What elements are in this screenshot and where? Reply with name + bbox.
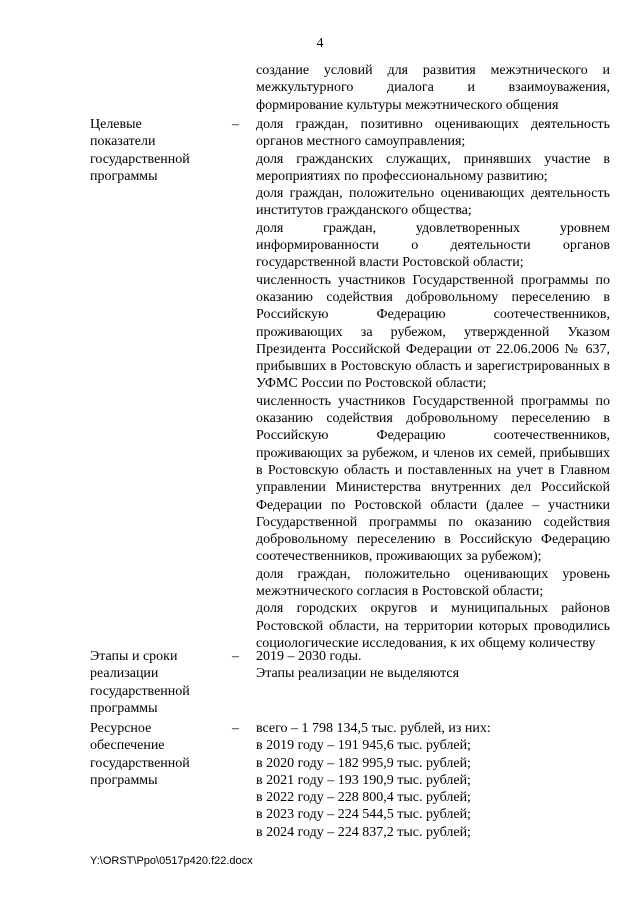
- section-label: Целевые показатели государственной программы: [90, 117, 190, 184]
- section-dash: –: [232, 649, 239, 664]
- top-content-paragraph: создание условий для развития межэтнического и межкультурного диалога и взаимоуважения, формирование культуры межэтнического общения: [256, 63, 610, 113]
- section-dash: –: [232, 117, 239, 132]
- list-item: численность участников Государственной программы по оказанию содействия добровольному переселению в Российскую Федерацию соотечественников, проживающих за рубежом, утвержденной Указом Президента Российской Федерации от 22.06.2006 № 637, прибывших в Ростовскую область и зарегистрированных в УФМС России по Ростовской области;: [256, 272, 610, 392]
- list-item: доля гражданских служащих, принявших участие в мероприятиях по профессиональному развитию;: [256, 151, 610, 184]
- list-item: доля городских округов и муниципальных районов Ростовской области, на территории которых проводились социологические исследования, к их общему количеству: [256, 601, 610, 651]
- list-item: 2019 – 2030 годы.: [256, 649, 362, 664]
- section-label: Этапы и сроки реализации государственной программы: [90, 649, 190, 716]
- section-content: [256, 720, 610, 841]
- list-item: доля граждан, положительно оценивающих уровень межэтнического согласия в Ростовской области;: [256, 566, 610, 600]
- list-item: в 2019 году – 191 945,6 тыс. рублей;: [256, 738, 471, 754]
- list-item: доля граждан, позитивно оценивающих деятельность органов местного самоуправления;: [256, 117, 610, 150]
- list-item: в 2021 году – 193 190,9 тыс. рублей;: [256, 772, 471, 788]
- page-number: 4: [316, 36, 324, 51]
- list-item: доля граждан, удовлетворенных уровнем информированности о деятельности органов государственной власти Ростовской области;: [256, 220, 610, 271]
- section-label: Ресурсное обеспечение государственной программы: [90, 721, 190, 788]
- list-item: в 2022 году – 228 800,4 тыс. рублей;: [256, 790, 471, 806]
- list-item: в 2024 году – 224 837,2 тыс. рублей;: [256, 824, 471, 840]
- list-item: в 2023 году – 224 544,5 тыс. рублей;: [256, 807, 471, 823]
- list-item: Этапы реализации не выделяются: [256, 666, 460, 682]
- top-content: [256, 62, 610, 114]
- section-dash: –: [232, 721, 239, 736]
- section-content: [256, 648, 610, 683]
- list-item: численность участников Государственной программы по оказанию содействия добровольному переселению в Российскую Федерацию соотечественников, проживающих за рубежом, и членов их семей, прибывших в Ростовскую область и поставленных на учет в Главном управлении Министерства внутренних дел Российской Федерации по Ростовской области (далее – участники Государственной программы по оказанию содействия добровольному переселению в Российскую Федерацию соотечественников, проживающих за рубежом);: [256, 393, 610, 565]
- list-item: всего – 1 798 134,5 тыс. рублей, из них:: [256, 721, 491, 736]
- list-item: доля граждан, положительно оценивающих деятельность институтов гражданского общества;: [256, 186, 610, 219]
- list-item: в 2020 году – 182 995,9 тыс. рублей;: [256, 755, 471, 771]
- file-path-footer: Y:\ORST\Ppo\0517p420.f22.docx: [90, 855, 253, 867]
- section-content: [256, 116, 610, 652]
